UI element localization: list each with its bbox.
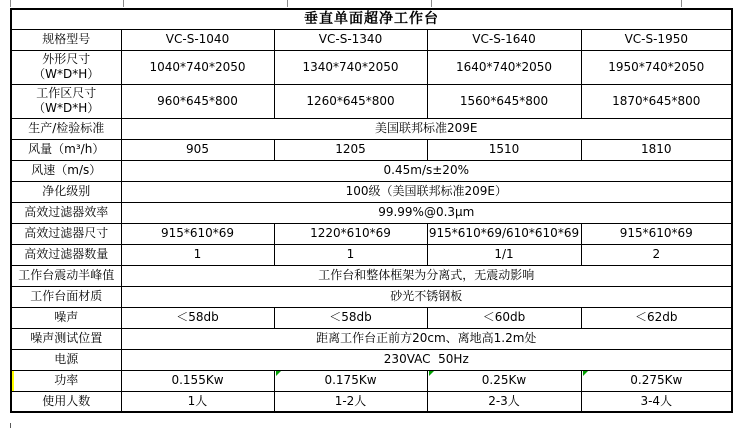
- value-cell: [274, 29, 427, 50]
- value-cell: [581, 370, 732, 391]
- row-label: [11, 160, 121, 181]
- row-label-text: 净化级别: [42, 184, 91, 198]
- cell-error-corner-icon: [583, 371, 588, 376]
- row-label: [11, 181, 121, 202]
- row-label-text: 风速（m/s）: [31, 163, 102, 177]
- gridline-tick: [10, 0, 11, 7]
- row-label: [11, 265, 121, 286]
- table-row: [11, 286, 732, 307]
- value-text: 1340*740*2050: [302, 59, 399, 74]
- value-cell: [581, 29, 732, 50]
- row-label-text: 使用人数: [42, 393, 91, 408]
- cell-error-corner-icon: [429, 371, 434, 376]
- row-label: [11, 84, 121, 118]
- gridline-tick: [10, 423, 11, 428]
- value-text: ＜62db: [635, 310, 678, 324]
- value-text: VC-S-1640: [472, 32, 536, 46]
- row-label-unit: （W*D*H）: [33, 101, 100, 115]
- table-row: [11, 50, 732, 84]
- value-cell: [274, 84, 427, 118]
- value-cell: [274, 307, 427, 328]
- value-text: 3-4人: [640, 393, 673, 408]
- value-text: 0.175Kw: [324, 373, 377, 387]
- table-row: [11, 160, 732, 181]
- row-label-text: 生产/检验标准: [28, 121, 105, 135]
- row-label-text: 噪声测试位置: [30, 331, 103, 345]
- value-text: 1950*740*2050: [608, 59, 705, 74]
- table-row: [11, 391, 732, 412]
- row-label-text: 工作区尺寸: [36, 86, 97, 100]
- value-cell: [427, 84, 581, 118]
- value-text: 1人: [187, 393, 208, 408]
- value-cell: [121, 50, 274, 84]
- value-text: 1560*645*800: [459, 93, 549, 108]
- value-cell-merged: [121, 202, 732, 223]
- value-text: 1040*740*2050: [149, 59, 246, 74]
- value-text: 915*610*69: [160, 226, 235, 240]
- value-text: 960*645*800: [157, 93, 238, 108]
- row-label: [11, 307, 121, 328]
- row-label: [11, 118, 121, 139]
- row-label: [11, 370, 121, 391]
- gridline-tick: [123, 0, 124, 7]
- value-text: 1: [346, 247, 355, 261]
- gridline-tick: [431, 0, 432, 7]
- table-row: [11, 181, 732, 202]
- value-cell: [274, 223, 427, 244]
- value-cell: [427, 223, 581, 244]
- row-label: [11, 50, 121, 84]
- value-cell: [121, 391, 274, 412]
- value-cell: [121, 223, 274, 244]
- table-row: [11, 349, 732, 370]
- value-cell: [427, 50, 581, 84]
- table-title: 垂直单面超净工作台: [11, 9, 732, 29]
- value-text: VC-S-1950: [624, 32, 688, 46]
- value-cell-merged: [121, 160, 732, 181]
- table-row: [11, 139, 732, 160]
- value-text: 1220*610*69: [310, 226, 391, 240]
- value-cell: [121, 307, 274, 328]
- table-row: [11, 202, 732, 223]
- row-label-text: 规格型号: [42, 32, 91, 46]
- value-text: ＜58db: [329, 310, 372, 324]
- value-cell: [274, 391, 427, 412]
- value-cell: [581, 391, 732, 412]
- table-row: [11, 29, 732, 50]
- table-row: [11, 223, 732, 244]
- table-row: [11, 370, 732, 391]
- value-text: 美国联邦标准209E: [375, 121, 478, 135]
- row-label-text: 工作台面材质: [30, 289, 103, 303]
- value-cell: [581, 84, 732, 118]
- value-cell: [427, 391, 581, 412]
- value-cell: [274, 370, 427, 391]
- value-text: 1: [193, 247, 202, 261]
- row-label-unit: （W*D*H）: [33, 67, 100, 81]
- row-label: [11, 286, 121, 307]
- cell-error-corner-icon: [276, 371, 281, 376]
- row-label-text: 风量（m³/h）: [28, 142, 105, 156]
- row-label: [11, 29, 121, 50]
- value-text: 0.275Kw: [630, 373, 683, 387]
- value-cell: [121, 84, 274, 118]
- value-cell: [274, 244, 427, 265]
- value-text: 915*610*69: [619, 226, 693, 240]
- table-row: [11, 118, 732, 139]
- value-text: 0.45m/s±20%: [383, 163, 469, 177]
- value-cell: [121, 139, 274, 160]
- value-cell-merged: [121, 349, 732, 370]
- gridline-tick: [681, 0, 682, 7]
- row-label: [11, 391, 121, 412]
- value-cell: [121, 29, 274, 50]
- row-label-text: 噪声: [54, 310, 79, 324]
- table-row: [11, 307, 732, 328]
- value-cell: [274, 50, 427, 84]
- value-cell: [427, 370, 581, 391]
- value-text: 100级（美国联邦标准209E）: [345, 184, 507, 198]
- value-cell: [427, 307, 581, 328]
- value-text: VC-S-1340: [318, 32, 383, 46]
- value-text: 0.25Kw: [481, 373, 527, 387]
- table-row: [11, 84, 732, 118]
- value-cell-merged: [121, 265, 732, 286]
- value-cell-merged: [121, 286, 732, 307]
- value-text: 1/1: [494, 247, 514, 261]
- value-cell: [581, 50, 732, 84]
- value-text: 1640*740*2050: [456, 59, 552, 74]
- value-cell: [581, 139, 732, 160]
- value-text: 230VAC 50Hz: [383, 352, 469, 366]
- value-cell: [427, 29, 581, 50]
- row-label: [11, 139, 121, 160]
- value-text: 1205: [335, 142, 366, 156]
- value-text: 1-2人: [334, 393, 367, 408]
- row-label: [11, 349, 121, 370]
- value-text: 905: [186, 142, 209, 156]
- row-label-text: 高效过滤器尺寸: [24, 226, 109, 240]
- value-cell: [581, 307, 732, 328]
- value-text: ＜60db: [482, 310, 526, 324]
- value-text: 1260*645*800: [306, 93, 395, 108]
- row-label-text: 电源: [54, 352, 79, 366]
- value-cell: [581, 244, 732, 265]
- table-row: [11, 244, 732, 265]
- value-cell: [427, 139, 581, 160]
- value-cell: [274, 139, 427, 160]
- table-row: [11, 328, 732, 349]
- spec-table: [10, 8, 733, 413]
- value-cell: [121, 370, 274, 391]
- row-label: [11, 328, 121, 349]
- value-text: VC-S-1040: [165, 32, 230, 46]
- row-label: [11, 223, 121, 244]
- value-text: 工作台和整体框架为分离式，无震动影响: [318, 268, 535, 282]
- row-label: [11, 244, 121, 265]
- value-text: 1810: [641, 142, 672, 156]
- row-label-text: 外形尺寸: [42, 52, 91, 66]
- value-text: 2: [652, 247, 661, 261]
- value-text: ＜58db: [176, 310, 219, 324]
- row-label-text: 高效过滤器效率: [24, 205, 109, 219]
- row-label: [11, 202, 121, 223]
- value-cell: [581, 223, 732, 244]
- value-text: 距离工作台正前方20cm、离地高1.2m处: [316, 331, 537, 345]
- table-row: [11, 265, 732, 286]
- value-text: 0.155Kw: [171, 373, 224, 387]
- value-cell: [427, 244, 581, 265]
- row-label-text: 高效过滤器数量: [24, 247, 109, 261]
- value-cell-merged: [121, 118, 732, 139]
- value-text: 915*610*69/610*610*69: [428, 226, 580, 240]
- value-cell: [121, 244, 274, 265]
- value-text: 砂光不锈钢板: [390, 289, 463, 303]
- gridline-tick: [287, 0, 288, 7]
- row-label-text: 功率: [54, 373, 79, 387]
- value-text: 1870*645*800: [612, 93, 701, 108]
- value-text: 1510: [488, 142, 520, 156]
- value-text: 2-3人: [488, 393, 520, 408]
- value-text: 99.99%@0.3μm: [378, 205, 475, 219]
- value-cell-merged: [121, 328, 732, 349]
- row-label-text: 工作台震动半峰值: [18, 268, 115, 282]
- value-cell-merged: [121, 181, 732, 202]
